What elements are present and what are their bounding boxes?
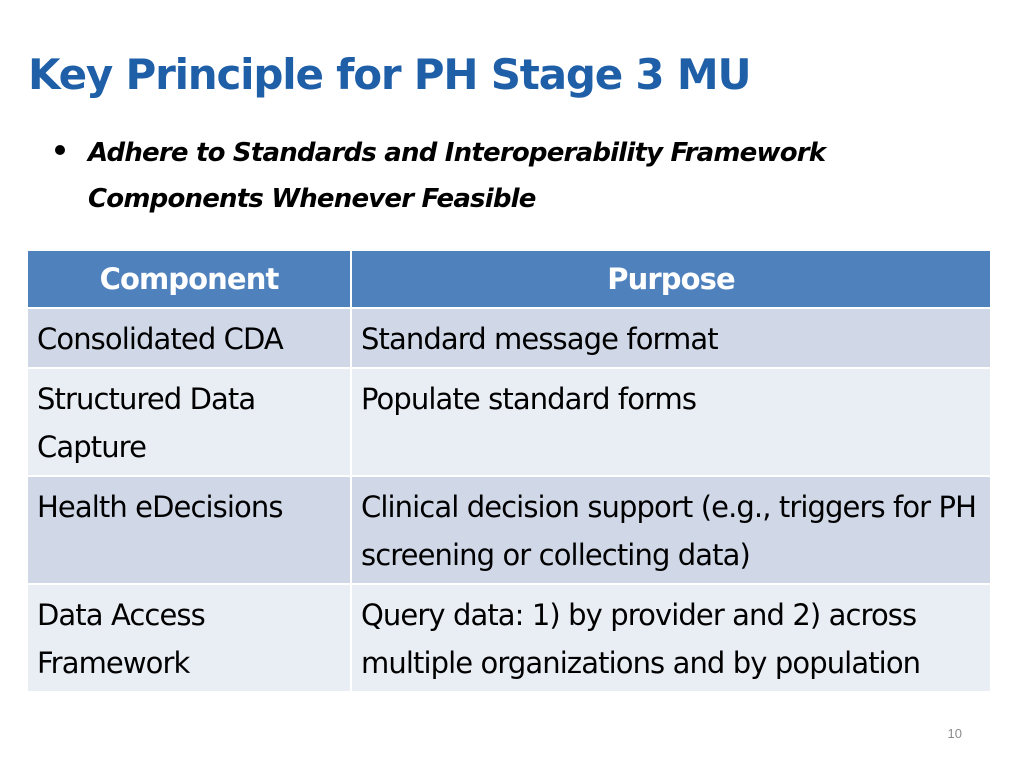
slide-number: 10 bbox=[947, 726, 962, 741]
table-row bbox=[27, 368, 991, 476]
cell-component: Structured Data Capture bbox=[27, 368, 351, 476]
table-row bbox=[27, 476, 991, 584]
table-row bbox=[27, 308, 991, 368]
bullet-item bbox=[54, 130, 848, 222]
header-purpose: Purpose bbox=[351, 250, 991, 308]
cell-purpose: Standard message format bbox=[351, 308, 991, 368]
cell-purpose: Query data: 1) by provider and 2) across multiple organizations and by population bbox=[351, 584, 991, 692]
cell-component: Health eDecisions bbox=[27, 476, 351, 584]
bullet-dot-icon bbox=[54, 144, 66, 156]
cell-component: Consolidated CDA bbox=[27, 308, 351, 368]
bullet-text: Adhere to Standards and Interoperability Framework Components Whenever Feasible bbox=[88, 138, 826, 214]
cell-component: Data Access Framework bbox=[27, 584, 351, 692]
cell-purpose: Populate standard forms bbox=[351, 368, 991, 476]
components-table bbox=[26, 249, 992, 693]
table-header-row bbox=[27, 250, 991, 308]
header-component: Component bbox=[27, 250, 351, 308]
table-row bbox=[27, 584, 991, 692]
slide-title: Key Principle for PH Stage 3 MU bbox=[28, 50, 751, 99]
cell-purpose: Clinical decision support (e.g., triggers for PH screening or collecting data) bbox=[351, 476, 991, 584]
